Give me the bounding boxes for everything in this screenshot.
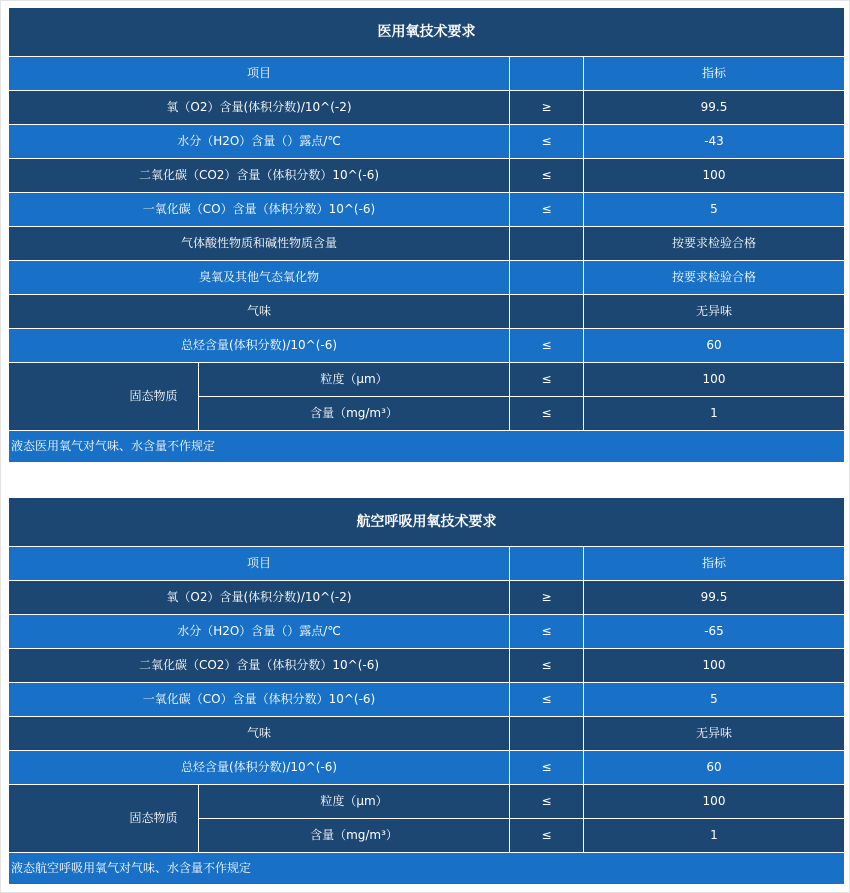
row-item: 气体酸性物质和碱性物质含量 [9, 226, 510, 260]
table-row [9, 362, 845, 396]
header-op [510, 546, 584, 580]
table-row [9, 260, 845, 294]
row-item: 总烃含量(体积分数)/10^(-6) [9, 328, 510, 362]
row-item: 气味 [9, 294, 510, 328]
solid-sub-item: 粒度（μm） [199, 362, 510, 396]
row-item: 一氧化碳（CO）含量（体积分数）10^(-6) [9, 682, 510, 716]
solid-sub-op: ≤ [510, 818, 584, 852]
solid-label: 固态物质 [9, 784, 199, 852]
header-value: 指标 [584, 56, 845, 90]
row-value: 99.5 [584, 90, 845, 124]
table-row [9, 90, 845, 124]
row-op [510, 716, 584, 750]
solid-label: 固态物质 [9, 362, 199, 430]
table-row [9, 192, 845, 226]
table-row [9, 784, 845, 818]
table-row [9, 294, 845, 328]
row-value: 5 [584, 682, 845, 716]
row-op: ≥ [510, 90, 584, 124]
row-op [510, 260, 584, 294]
table-row [9, 716, 845, 750]
table-gap [8, 463, 844, 498]
row-item: 气味 [9, 716, 510, 750]
row-value: 60 [584, 750, 845, 784]
row-item: 氧（O2）含量(体积分数)/10^(-2) [9, 90, 510, 124]
table-title: 医用氧技术要求 [9, 8, 845, 56]
row-item: 一氧化碳（CO）含量（体积分数）10^(-6) [9, 192, 510, 226]
row-op: ≤ [510, 750, 584, 784]
solid-sub-item: 粒度（μm） [199, 784, 510, 818]
row-value: -43 [584, 124, 845, 158]
solid-sub-value: 1 [584, 818, 845, 852]
row-value: 100 [584, 158, 845, 192]
row-op: ≤ [510, 648, 584, 682]
solid-sub-value: 1 [584, 396, 845, 430]
row-op: ≤ [510, 158, 584, 192]
solid-sub-op: ≤ [510, 784, 584, 818]
table-row [9, 682, 845, 716]
table-row [9, 158, 845, 192]
row-op: ≤ [510, 328, 584, 362]
row-item: 臭氧及其他气态氧化物 [9, 260, 510, 294]
row-item: 氧（O2）含量(体积分数)/10^(-2) [9, 580, 510, 614]
table-row [9, 614, 845, 648]
table-note: 液态医用氧气对气味、水含量不作规定 [9, 430, 845, 462]
row-value: 5 [584, 192, 845, 226]
row-op [510, 226, 584, 260]
table-row [9, 226, 845, 260]
row-op: ≤ [510, 682, 584, 716]
medical-oxygen-table [8, 8, 845, 463]
table-title: 航空呼吸用氧技术要求 [9, 498, 845, 546]
row-value: 按要求检验合格 [584, 260, 845, 294]
header-op [510, 56, 584, 90]
aviation-oxygen-table [8, 498, 845, 885]
header-item: 项目 [9, 546, 510, 580]
solid-sub-item: 含量（mg/m³） [199, 818, 510, 852]
solid-sub-op: ≤ [510, 362, 584, 396]
row-value: 按要求检验合格 [584, 226, 845, 260]
table-row [9, 750, 845, 784]
solid-sub-op: ≤ [510, 396, 584, 430]
table-row [9, 580, 845, 614]
table-note: 液态航空呼吸用氧气对气味、水含量不作规定 [9, 852, 845, 884]
row-op: ≤ [510, 614, 584, 648]
row-op: ≤ [510, 124, 584, 158]
header-value: 指标 [584, 546, 845, 580]
row-item: 水分（H2O）含量（）露点/℃ [9, 614, 510, 648]
row-op: ≤ [510, 192, 584, 226]
row-item: 总烃含量(体积分数)/10^(-6) [9, 750, 510, 784]
row-item: 二氧化碳（CO2）含量（体积分数）10^(-6) [9, 158, 510, 192]
row-op [510, 294, 584, 328]
row-value: 100 [584, 648, 845, 682]
table-row [9, 648, 845, 682]
row-value: 无异味 [584, 294, 845, 328]
solid-sub-value: 100 [584, 362, 845, 396]
row-value: 无异味 [584, 716, 845, 750]
solid-sub-value: 100 [584, 784, 845, 818]
row-value: 99.5 [584, 580, 845, 614]
row-value: -65 [584, 614, 845, 648]
header-item: 项目 [9, 56, 510, 90]
solid-sub-item: 含量（mg/m³） [199, 396, 510, 430]
row-op: ≥ [510, 580, 584, 614]
row-item: 二氧化碳（CO2）含量（体积分数）10^(-6) [9, 648, 510, 682]
table-row [9, 124, 845, 158]
row-item: 水分（H2O）含量（）露点/℃ [9, 124, 510, 158]
row-value: 60 [584, 328, 845, 362]
table-row [9, 328, 845, 362]
